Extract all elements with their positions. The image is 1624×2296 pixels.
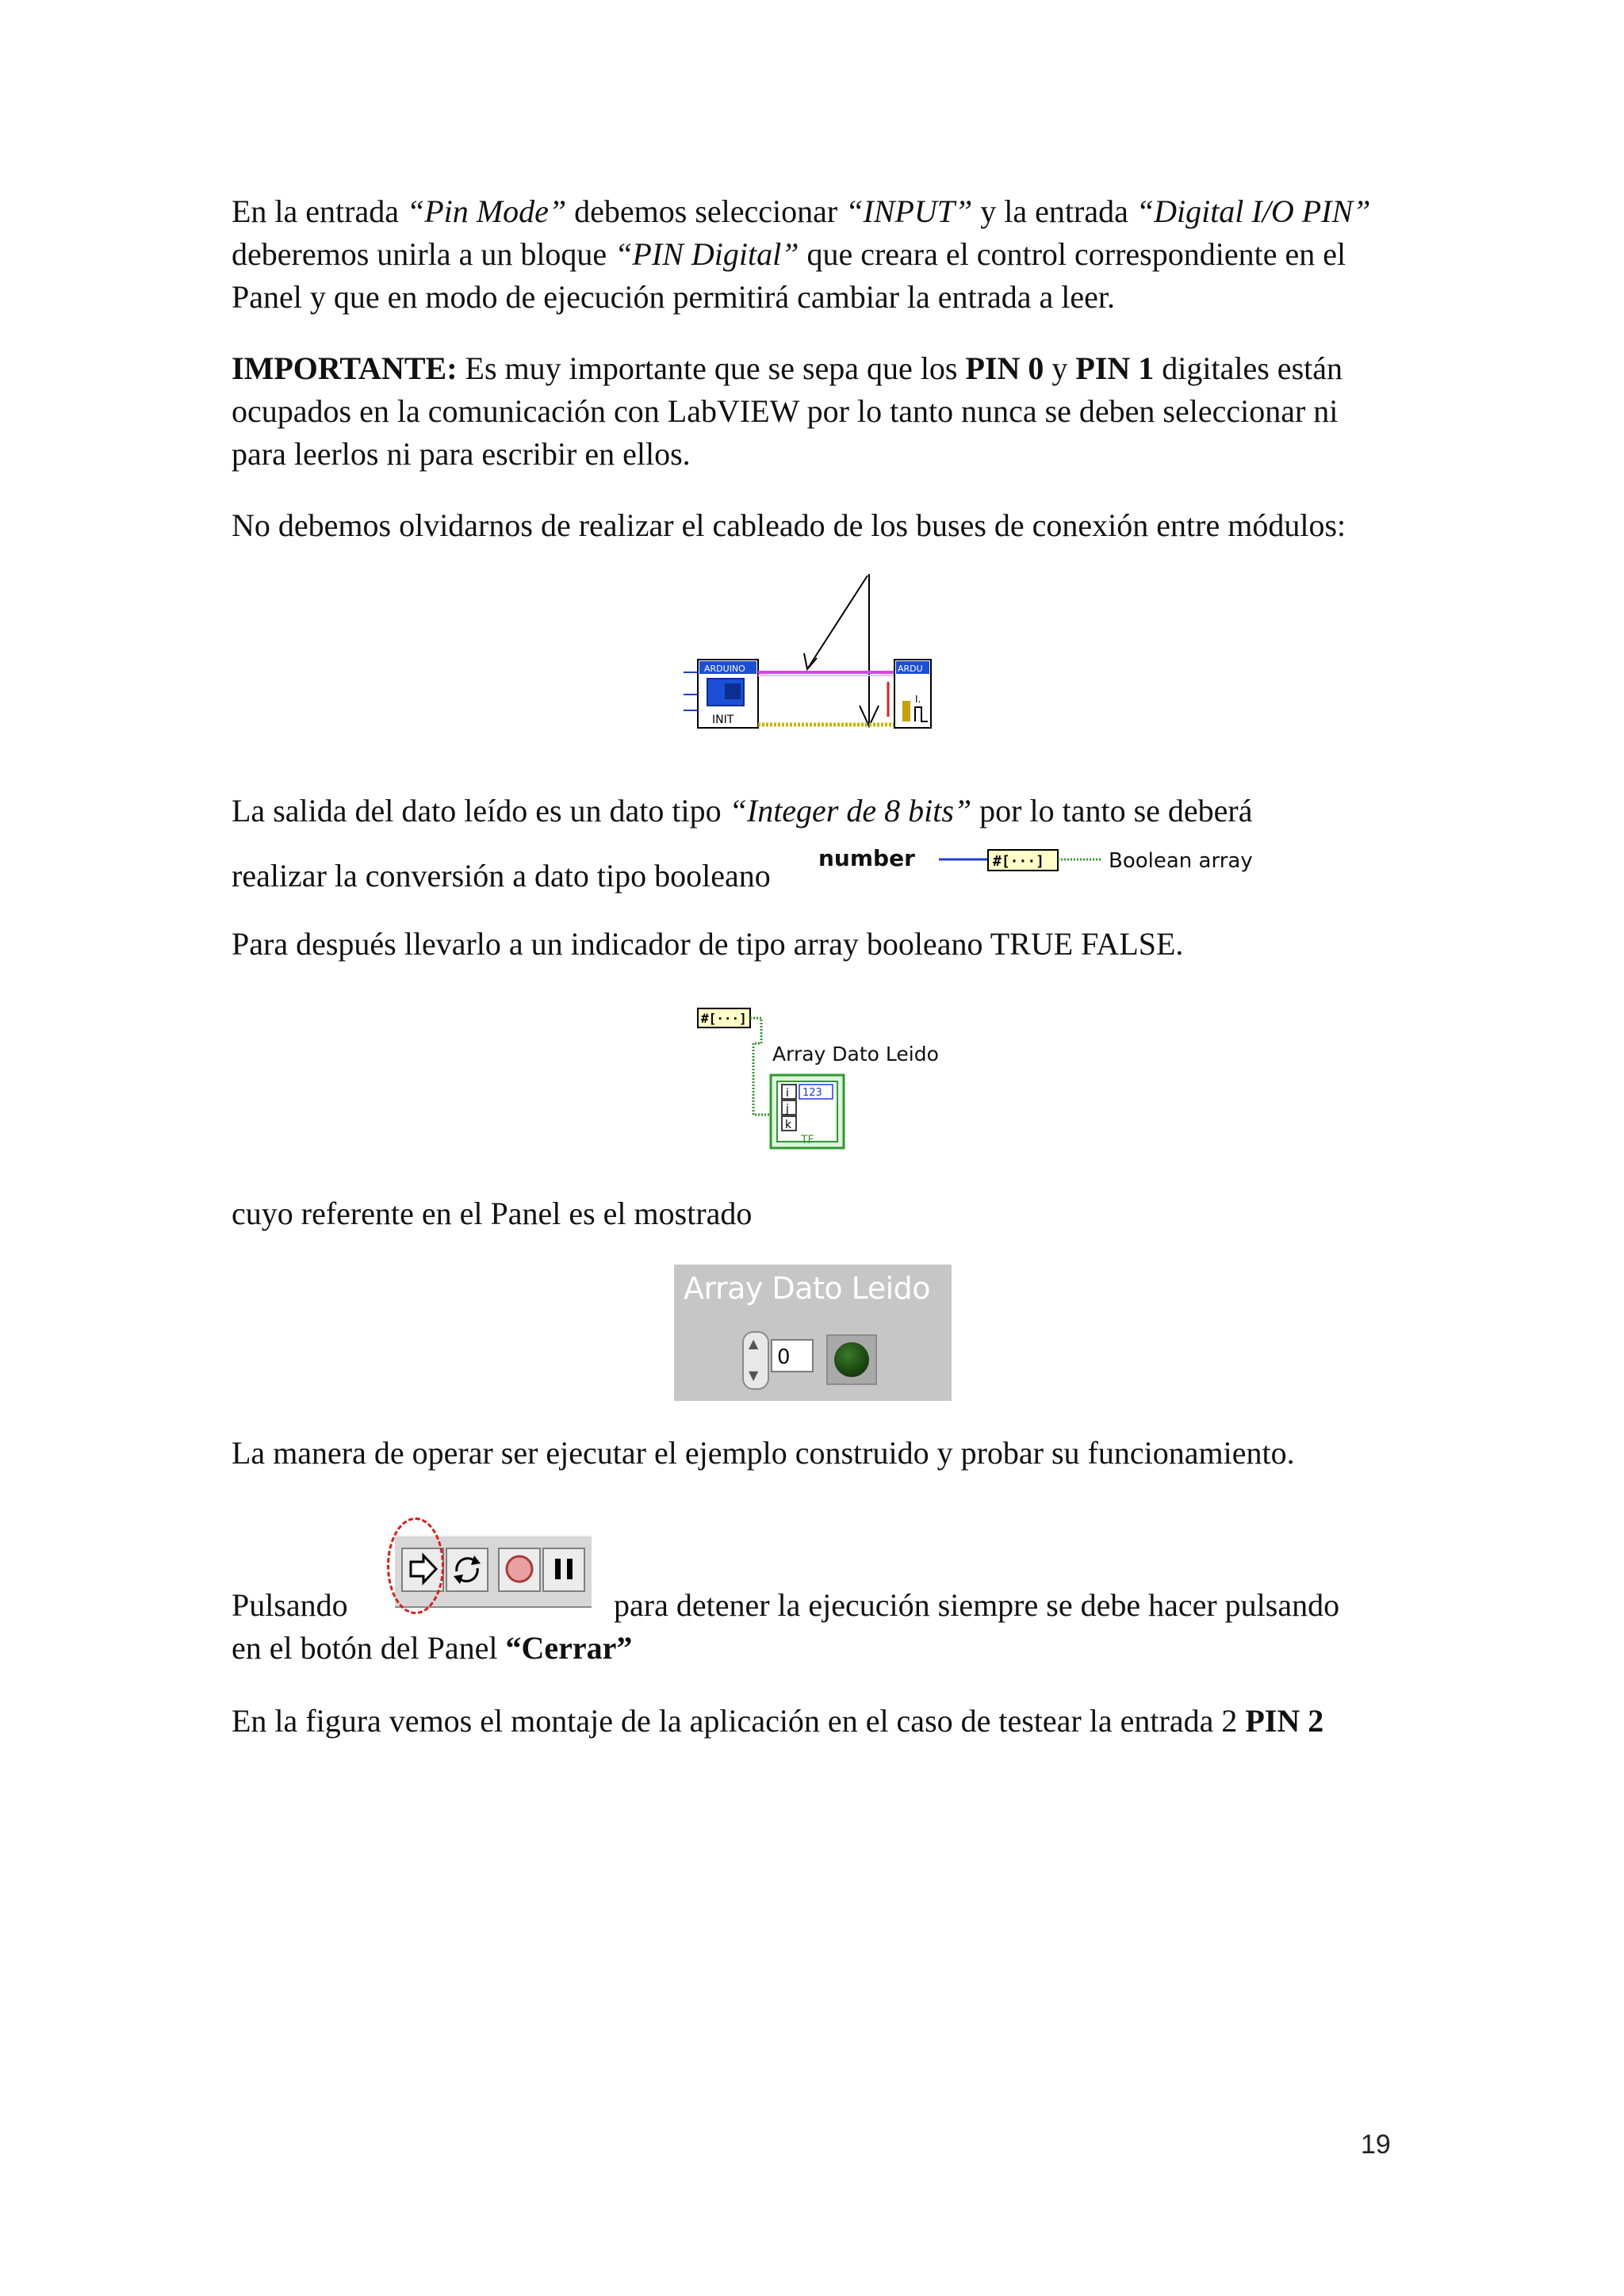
paragraph-pulsando-rest — [614, 1584, 1407, 1627]
pause-icon — [544, 1549, 584, 1589]
arduino-label: ARDUINO — [704, 664, 745, 674]
bold-run: PIN 1 — [1075, 350, 1155, 386]
text-run: debemos seleccionar — [566, 193, 846, 229]
array-label: Array Dato Leido — [772, 1043, 939, 1066]
paragraph-montaje — [232, 1700, 1397, 1743]
index-i-label: i — [786, 1087, 789, 1100]
text-run: que creara el control correspondiente en el Panel y que en modo de ejecución permitirá cambiar la entrada a leer. — [232, 236, 1346, 315]
stepper-down-icon[interactable]: ▼ — [749, 1368, 759, 1383]
numeric-glyph: 123 — [802, 1087, 822, 1099]
conversion-figure — [815, 844, 1259, 886]
italic-run: “Digital I/O PIN” — [1136, 193, 1371, 229]
array-control-title: Array Dato Leido — [684, 1271, 931, 1306]
boolean-array-label: Boolean array — [1109, 849, 1253, 873]
paragraph-integer — [232, 790, 1397, 832]
paragraph-pin-mode — [232, 190, 1397, 319]
wiring-diagram-figure — [680, 571, 934, 737]
pin-icon — [902, 701, 910, 721]
bold-run: PIN 2 — [1245, 1703, 1324, 1739]
abort-button[interactable] — [498, 1548, 541, 1592]
paragraph-importante — [232, 347, 1397, 476]
index-stepper[interactable] — [742, 1331, 769, 1390]
tf-glyph: TF — [801, 1134, 814, 1146]
index-j-label: j — [786, 1103, 789, 1115]
text-run: En la entrada — [232, 193, 407, 229]
index-j-box — [782, 1100, 796, 1115]
arrow-head-1-icon — [804, 653, 817, 669]
index-field[interactable]: 0 — [771, 1339, 814, 1372]
converter-glyph: #[···] — [993, 853, 1045, 870]
paragraph-conversion: realizar la conversión a dato tipo booleano — [232, 858, 771, 894]
text-run: deberemos unirla a un bloque — [232, 236, 615, 272]
pause-button[interactable] — [542, 1548, 585, 1592]
arduino-short-label: ARDU — [898, 664, 923, 674]
index-i-box — [782, 1085, 796, 1099]
arrow-line-1 — [807, 576, 868, 669]
paragraph-indicador: Para después llevarlo a un indicador de tipo array booleano TRUE FALSE. — [232, 926, 1184, 962]
chip-icon — [725, 683, 741, 699]
stepper-up-icon[interactable]: ▲ — [749, 1336, 759, 1351]
cerrar-prefix: en el botón del Panel — [232, 1630, 506, 1666]
text-run: La salida del dato leído es un dato tipo — [232, 793, 730, 828]
italic-run: “Integer de 8 bits” — [729, 793, 972, 828]
io-label: I. — [915, 694, 921, 705]
boolean-led-frame — [826, 1334, 877, 1385]
array-indicator-figure — [695, 1002, 948, 1153]
run-continuously-icon — [447, 1549, 487, 1589]
paragraph-pulsando-lead: Pulsando — [232, 1587, 348, 1623]
italic-run: “PIN Digital” — [615, 236, 799, 272]
text-run: En la figura vemos el montaje de la aplicación en el caso de testear la entrada 2 — [232, 1703, 1246, 1739]
page-number: 19 — [1361, 2130, 1391, 2160]
paragraph-cerrar — [232, 1627, 1397, 1670]
bold-run: IMPORTANTE: — [232, 350, 458, 386]
text-run: y la entrada — [972, 193, 1136, 229]
text-run: y — [1044, 350, 1076, 386]
index-k-label: k — [785, 1119, 792, 1131]
text-run: para detener la ejecución siempre se debe hacer pulsando — [614, 1587, 1340, 1623]
boolean-led-icon[interactable] — [834, 1342, 869, 1377]
number-label: number — [818, 845, 915, 871]
text-run: Es muy importante que se sepa que los — [457, 350, 966, 386]
bold-run: “Cerrar” — [505, 1630, 633, 1666]
run-continuously-button[interactable] — [446, 1548, 488, 1592]
paragraph-referente: cuyo referente en el Panel es el mostrado — [232, 1196, 753, 1231]
text-run: por lo tanto se deberá — [971, 793, 1253, 828]
paragraph-operar: La manera de operar ser ejecutar el ejemplo construido y probar su funcionamiento. — [232, 1435, 1295, 1471]
text-run: digitales están ocupados en la comunicación con LabVIEW por lo tanto nunca se deben seleccionar ni para leerlos ni para escribir en ellos. — [232, 350, 1342, 472]
front-panel-array-control — [674, 1265, 952, 1401]
italic-run: “INPUT” — [845, 193, 973, 229]
run-button-highlight-circle — [387, 1517, 444, 1614]
italic-run: “Pin Mode” — [407, 193, 567, 229]
paragraph-cableado: No debemos olvidarnos de realizar el cableado de los buses de conexión entre módulos: — [232, 507, 1346, 543]
converter-glyph: #[···] — [701, 1011, 747, 1026]
bold-run: PIN 0 — [965, 350, 1044, 386]
init-label: INIT — [712, 714, 734, 726]
stop-circle-icon — [500, 1549, 539, 1589]
